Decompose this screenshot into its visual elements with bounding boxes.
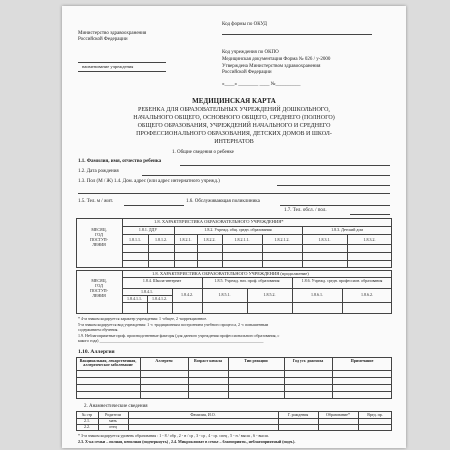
field-address-line-2[interactable] (78, 193, 390, 194)
table-1-8-left-label-4: ЛЕНИЯ (92, 242, 106, 247)
field-clinic-phone-line[interactable] (350, 214, 390, 215)
col-header-vocational-secondary: 1.8.6. Учрежд. средн. профессион. образования (301, 278, 383, 283)
approved-line-1: Утверждена Министерством здравоохранения (222, 64, 321, 69)
code-cell: 1.8.1.1. (129, 237, 141, 242)
footnote-institution-kind: 5-м знаком кодируется вид учреждения: 1 -с традиционным построением учебного процесса, 2 -с повышенным (78, 322, 269, 327)
form-number-label: Медицинская документация Форма № 026 / у-2000 (222, 57, 331, 62)
table-1-8-cont-left-label-4: ЛЕНИЯ (92, 293, 106, 298)
code-cell: 1.8.1.2. (155, 237, 167, 242)
parents-col-hazards: Вред. пр. (367, 412, 383, 417)
footnote-institution-kind-2: содержанием обучения. (78, 327, 119, 332)
field-full-name-label: 1.1. Фамилия, имя, отчество ребенка (78, 159, 162, 164)
footnote-institution-type: * 4-м знаком кодируется характер учреждения: 1 -общее, 2 -коррекционное. (78, 316, 208, 321)
field-clinic-line[interactable] (280, 205, 390, 206)
code-cell: 1.8.5.1. (218, 292, 231, 297)
table-1-8-cont-left-label-3: ПОСТУП- (90, 288, 108, 293)
field-full-name-line[interactable] (180, 165, 390, 166)
table-1-8-left-label-3: ПОСТУП- (90, 237, 108, 242)
code-cell: 1.8.2.1.1. (234, 237, 250, 242)
code-cell: 1.8.4.1. (141, 289, 153, 294)
code-cell: 1.8.2.1.2. (274, 237, 290, 242)
okud-line (222, 34, 372, 35)
field-address-line[interactable] (277, 185, 390, 186)
parents-row-father-no: 2.2. (84, 424, 90, 429)
code-cell: 1.8.2.2. (203, 237, 216, 242)
allergy-col-diagnosis-year: Год уст. диагноза (292, 358, 324, 363)
code-cell: 1.8.6.1. (311, 292, 323, 297)
code-cell: 1.8.5.2. (263, 292, 276, 297)
code-cell: 1.8.4.1.2. (152, 296, 167, 301)
parents-col-row-no: № стр (81, 412, 93, 417)
allergy-heading: 1.10. Аллергия (78, 349, 115, 355)
field-phone-line[interactable] (124, 205, 184, 206)
allergy-col-reaction: Тип реакции (244, 358, 268, 363)
card-subtitle-1: РЕБЕНКА ДЛЯ ОБРАЗОВАТЕЛЬНЫХ УЧРЕЖДЕНИЙ ДОШКОЛЬНОГО, (138, 107, 330, 113)
allergy-col-type: Вакцинальная, лекарственная, аллергическое заболевание (79, 358, 137, 367)
code-cell: 1.8.3.1. (318, 237, 331, 242)
date-number-line: «____» ________ ____ №__________ (222, 82, 301, 87)
code-cell: 1.8.3.2. (363, 237, 376, 242)
col-header-orphanage: 1.8.3. Детский дом (331, 227, 363, 232)
code-cell: 1.8.4.2. (181, 292, 193, 297)
anamnesis-heading: 2. Анамнестические сведения (84, 404, 148, 409)
card-title: МЕДИЦИНСКАЯ КАРТА (192, 97, 276, 105)
card-subtitle-2: НАЧАЛЬНОГО ОБЩЕГО, ОСНОВНОГО ОБЩЕГО, СРЕДНЕГО (ПОЛНОГО) (133, 115, 335, 121)
table-1-8-left-label-2: ГОД (95, 232, 103, 237)
parents-row-mother-label: мать (109, 418, 117, 423)
col-header-boarding-school: 1.8.4. Школа-интернат (142, 278, 182, 283)
allergy-col-onset-age: Возраст начала (194, 358, 222, 363)
col-header-ddu: 1.8.1. ДДУ (138, 227, 158, 232)
code-cell: 1.8.6.2. (361, 292, 373, 297)
institution-line-2 (78, 71, 166, 72)
federation-text: Российской Федерации (78, 37, 128, 42)
card-subtitle-4: ПРОФЕССИОНАЛЬНОГО ОБРАЗОВАНИЯ, ДЕТСКИХ ДОМОВ И ШКОЛ- (136, 131, 332, 137)
education-footnote: * 3-м знаком кодируется уровень образования : 1 - 8 / обр , 2 - н / ср , 3 - ср , 4 - ср. спец , 5 - н / высш , 6 - высш. (78, 433, 269, 438)
ministry-text: Министерство здравоохранения (78, 31, 147, 36)
field-phone-label: 1.5. Тел. м / жит. (78, 199, 114, 204)
okpo-code-label: Код учреждения по ОКПО (222, 50, 279, 55)
allergy-col-allergen: Аллерген (155, 358, 173, 363)
parents-col-name: Фамилия, И.О. (190, 412, 216, 417)
family-characteristics: 2.3. Х-ка семьи – полная, неполная (подчеркнуть) , 2.4. Микроклимат в семье – благоприятн., неблагоприятный (подч.). (78, 439, 296, 444)
col-header-general-school: 1.8.2. Учрежд. общ. средн. образования (204, 227, 272, 232)
table-1-8-title: 1.8. ХАРАКТЕРИСТИКА ОБРАЗОВАТЕЛЬНОГО УЧРЕЖДЕНИЯ* (154, 219, 284, 224)
footnote-hazards: 1.9. Неблагоприятные проф. производственные факторы (для данного учреждения профессионального образования, с (78, 333, 280, 338)
medical-card-sheet (62, 6, 406, 448)
field-clinic-phone-label: 1.7. Тел. обсл. / пол. (284, 208, 327, 213)
field-clinic-label: 1.6. Обслуживающая поликлиника (186, 199, 260, 204)
parents-col-birth-year: Г. рождения (287, 412, 309, 417)
col-header-vocational-primary: 1.8.5. Учрежд. нач. проф. образования (214, 278, 280, 283)
field-birth-date-label: 1.2. Дата рождения (78, 169, 119, 174)
parents-row-mother-no: 2.1. (84, 418, 90, 423)
code-cell: 1.8.4.1.1. (127, 296, 142, 301)
parents-col-parent: Родители (105, 412, 121, 417)
section-1-heading: 1. Общие сведения о ребенке (172, 150, 234, 155)
card-subtitle-3: ОБЩЕГО ОБРАЗОВАНИЯ, УЧРЕЖДЕНИЙ НАЧАЛЬНОГО И СРЕДНЕГО (137, 123, 331, 129)
code-cell: 1.8.2.1. (179, 237, 192, 242)
table-1-8-cont-left-label-1: МЕСЯЦ, (91, 278, 107, 283)
approved-line-2: Российской Федерации (222, 70, 272, 75)
table-1-8-cont-title: 1.8. ХАРАКТЕРИСТИКА ОБРАЗОВАТЕЛЬНОГО УЧРЕЖДЕНИЯ (продолжение) (152, 271, 309, 276)
table-1-8-left-label-1: МЕСЯЦ, (91, 227, 107, 232)
institution-line (78, 62, 166, 63)
parents-col-education: Образование* (326, 412, 350, 417)
field-birth-date-line[interactable] (142, 175, 390, 176)
footnote-hazards-2: какого года) __________________________________________________________________________________ (78, 338, 264, 343)
institution-name-label: наименование учреждения (82, 64, 134, 69)
card-subtitle-5: ИНТЕРНАТОВ (214, 139, 254, 145)
table-1-8-cont-left-label-2: ГОД (95, 283, 103, 288)
parents-row-father-label: отец (109, 424, 117, 429)
okud-code-label: Код формы по ОКУД (222, 22, 267, 27)
allergy-col-note: Примечание (350, 358, 374, 363)
field-sex-address-label: 1.3. Пол (М / Ж) 1.4. Дом. адрес (или адрес интернатного учрежд.) (78, 179, 220, 184)
